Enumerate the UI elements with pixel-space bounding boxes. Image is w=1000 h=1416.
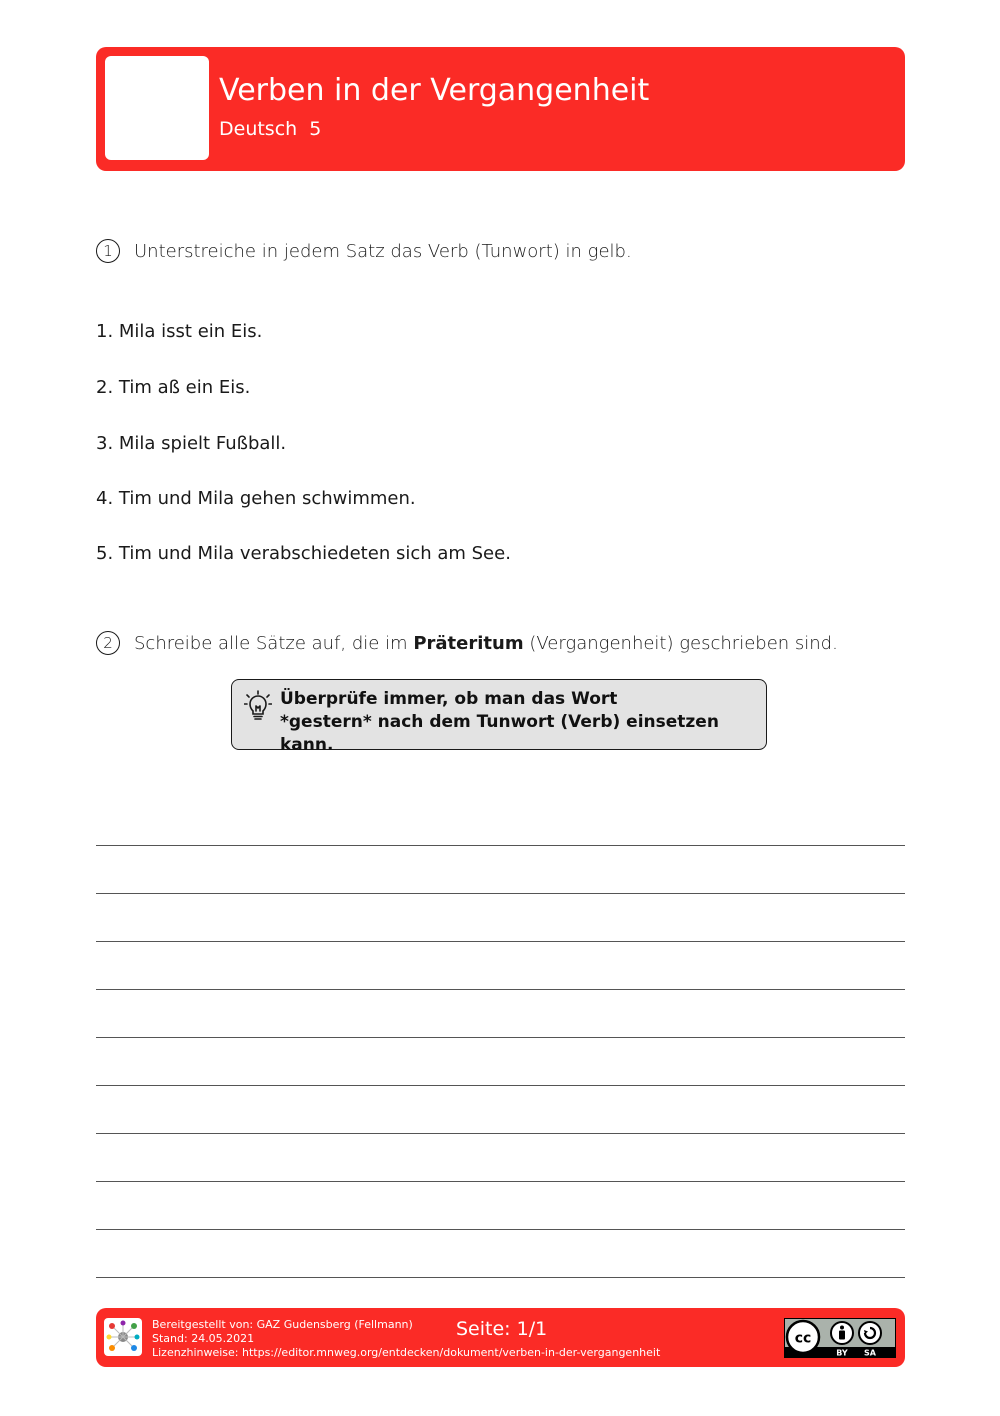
subject-line	[219, 118, 321, 140]
sentence-5: 5. Tim und Mila verabschiedeten sich am See.	[96, 543, 511, 564]
writing-line	[96, 1229, 905, 1230]
task-2-instruction-end: (Vergangenheit) geschrieben sind.	[529, 632, 838, 654]
footer-meta	[152, 1318, 660, 1360]
task-1-instruction: Unterstreiche in jedem Satz das Verb (Tunwort) in gelb.	[134, 240, 632, 262]
writing-line	[96, 1133, 905, 1134]
logo-placeholder	[105, 56, 209, 160]
page-title: Verben in der Vergangenheit	[219, 73, 650, 108]
hint-box	[231, 679, 767, 755]
page-number: Seite: 1/1	[456, 1318, 548, 1340]
license-link[interactable]: Lizenzhinweise: https://editor.mnweg.org/entdecken/dokument/verben-in-der-vergangenheit	[152, 1346, 661, 1359]
writing-line	[96, 845, 905, 846]
mnweg-logo	[104, 1318, 142, 1356]
hint-line-2: *gestern* nach dem Tunwort (Verb) einsetzen kann.	[280, 712, 719, 755]
task-2-instruction-start: Schreibe alle Sätze auf, die im	[134, 632, 408, 654]
sentence-1: 1. Mila isst ein Eis.	[96, 321, 263, 342]
writing-line	[96, 1181, 905, 1182]
lightbulb-icon	[244, 690, 272, 722]
sentence-3: 3. Mila spielt Fußball.	[96, 433, 287, 454]
date-stamp: Stand: 24.05.2021	[152, 1332, 255, 1345]
cc-by-label: BY	[836, 1348, 848, 1358]
writing-line	[96, 1037, 905, 1038]
sentence-2: 2. Tim aß ein Eis.	[96, 377, 251, 398]
task-number-1: 1	[96, 239, 120, 263]
task-2-keyword: Präteritum	[413, 632, 524, 654]
header-banner	[96, 47, 905, 171]
cc-by-sa-icon	[784, 1318, 896, 1358]
writing-line	[96, 893, 905, 894]
hint-line-1: Überprüfe immer, ob man das Wort	[280, 689, 618, 709]
hint-text	[280, 688, 766, 757]
grade-label: 5	[309, 118, 322, 140]
task-1	[96, 239, 632, 263]
writing-line	[96, 1085, 905, 1086]
sentence-4: 4. Tim und Mila gehen schwimmen.	[96, 488, 416, 509]
subject-label: Deutsch	[219, 118, 298, 140]
provided-by: Bereitgestellt von: GAZ Gudensberg (Fellmann)	[152, 1318, 413, 1331]
writing-line	[96, 941, 905, 942]
svg-text:cc: cc	[794, 1330, 812, 1347]
writing-line	[96, 989, 905, 990]
task-number-2: 2	[96, 631, 120, 655]
cc-sa-label: SA	[864, 1348, 876, 1358]
footer-bar	[96, 1308, 905, 1367]
writing-line	[96, 1277, 905, 1278]
task-2	[96, 631, 838, 655]
